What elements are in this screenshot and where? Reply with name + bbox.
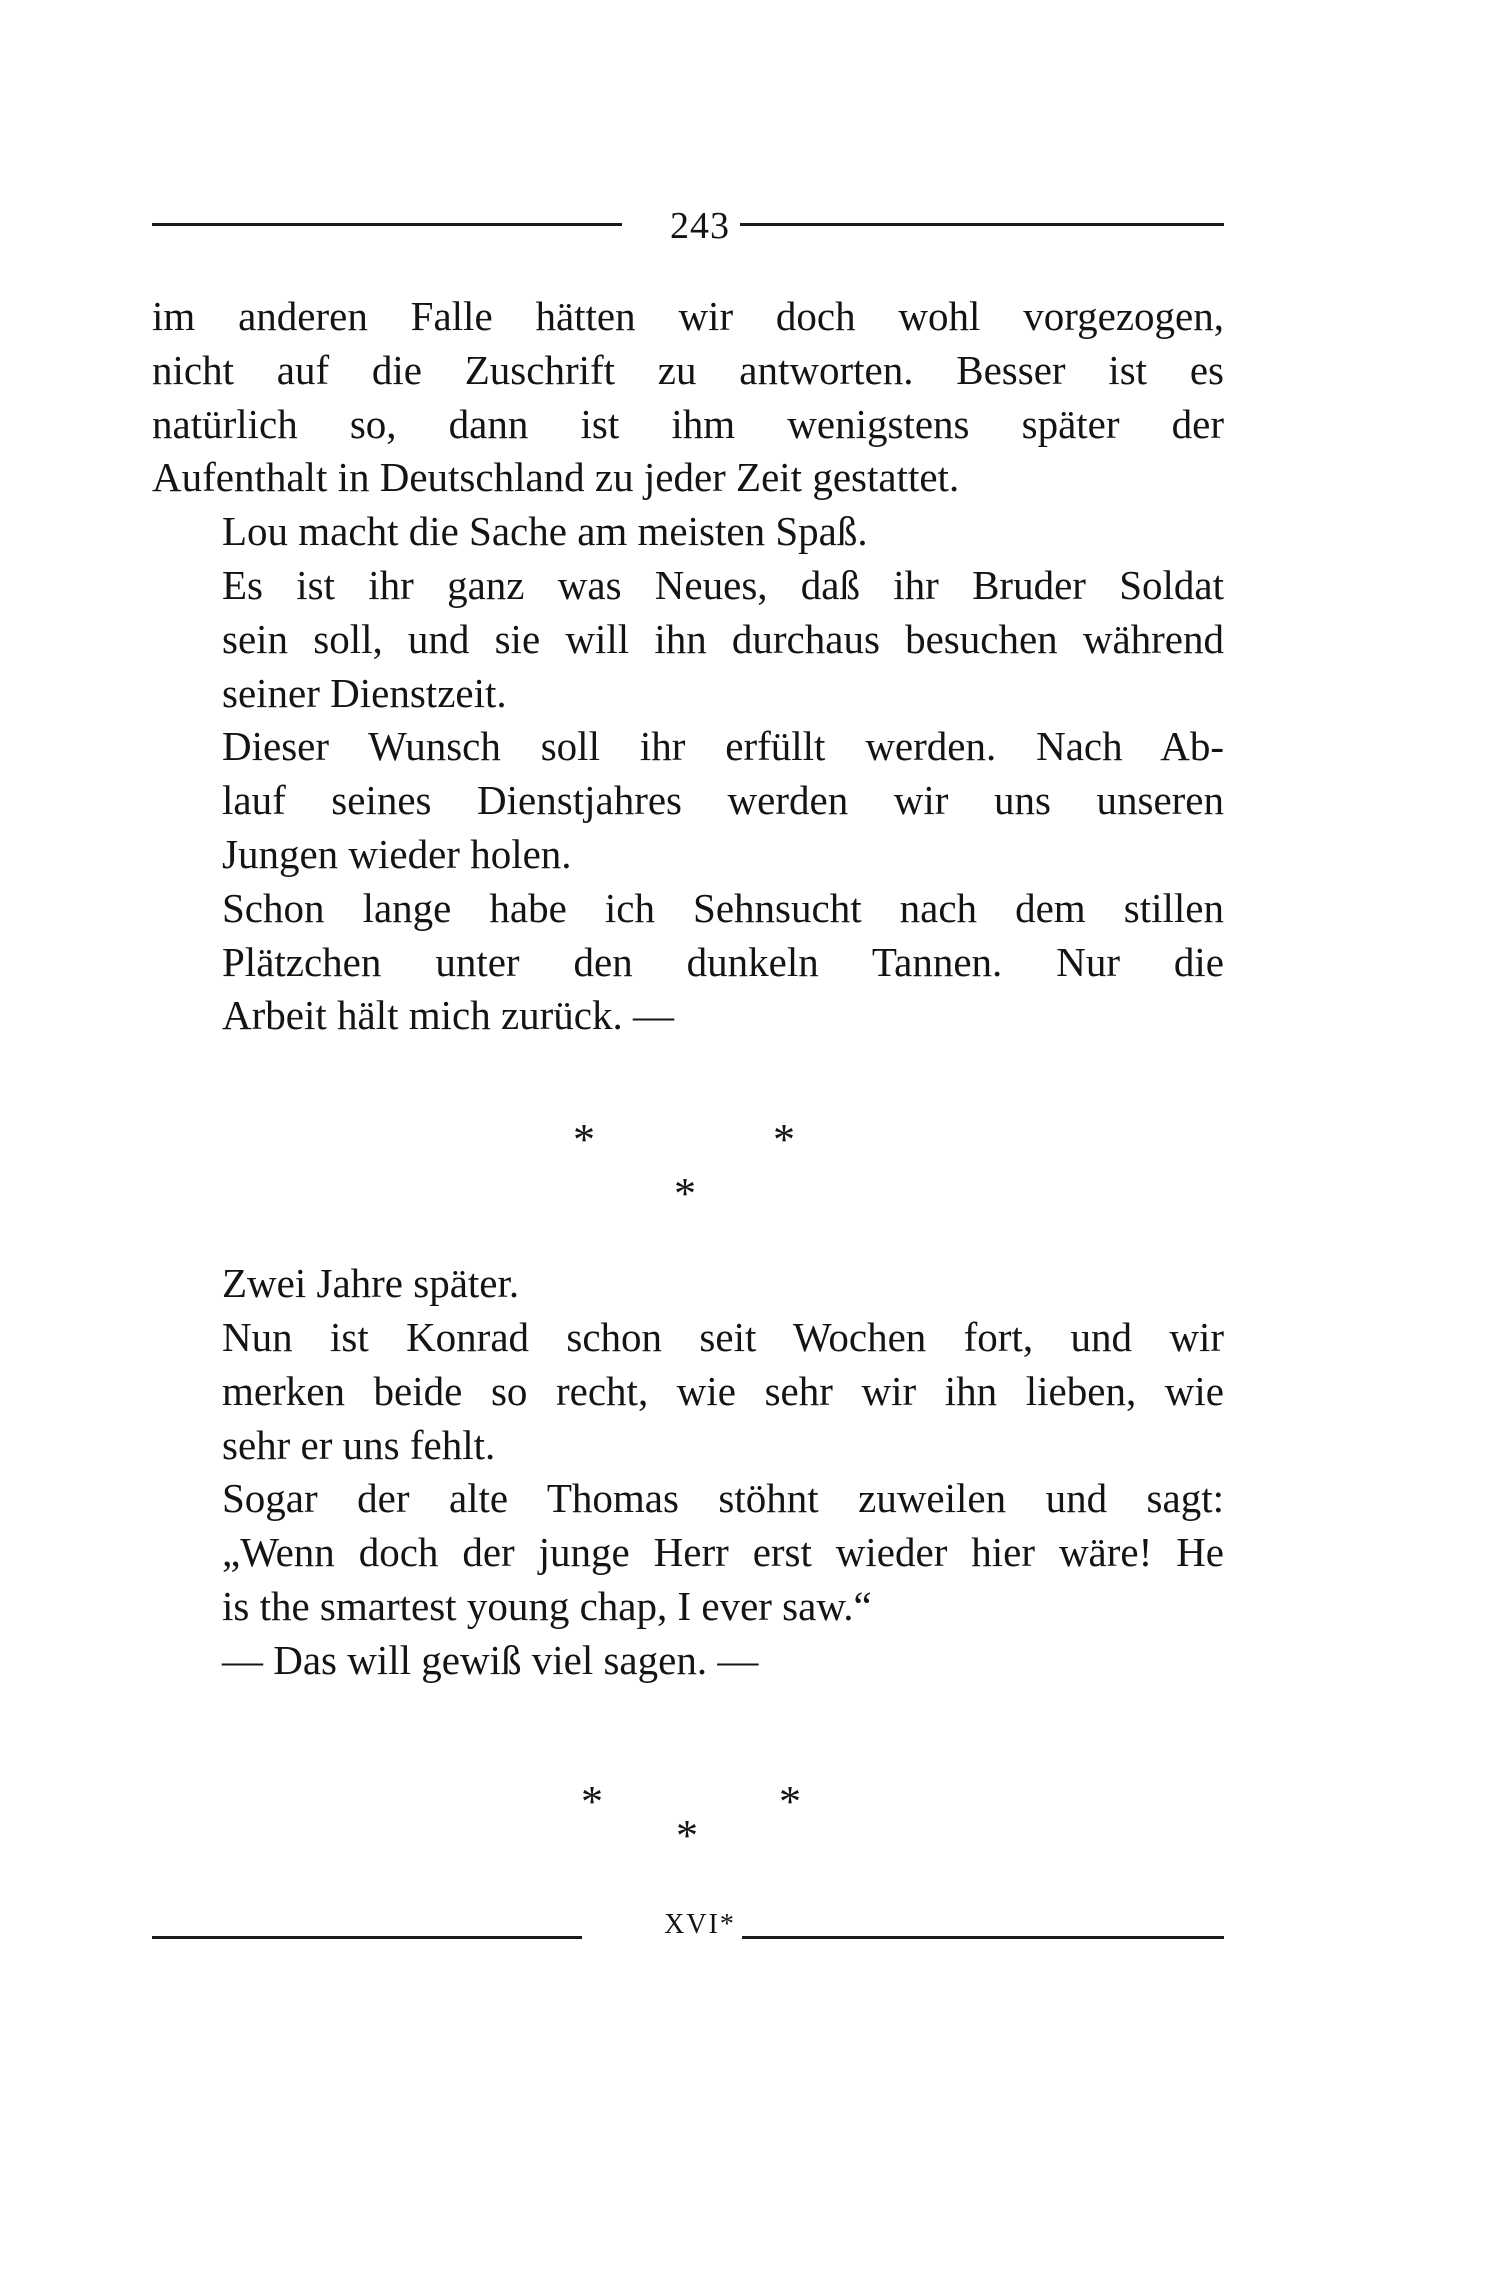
body-text xyxy=(152,290,1224,1688)
paragraph xyxy=(152,559,1224,720)
paragraph xyxy=(152,882,1224,1043)
paragraph xyxy=(152,720,1224,881)
footer-rule-left xyxy=(152,1936,582,1939)
text-line: Es ist ihr ganz was Neues, daß ihr Bruder Soldat xyxy=(222,561,1224,608)
text-line: Zwei Jahre später. xyxy=(222,1260,520,1307)
text-line: Jungen wieder holen. xyxy=(222,830,572,877)
text-line: Lou macht die Sache am meisten Spaß. xyxy=(222,508,868,555)
text-line: Plätzchen unter den dunkeln Tannen. Nur die xyxy=(222,938,1224,985)
text-line: sehr er uns fehlt. xyxy=(222,1421,496,1468)
paragraph xyxy=(152,1257,1224,1311)
section-break-spacer xyxy=(152,1043,1224,1257)
asterism-1-center: * xyxy=(674,1169,696,1218)
asterism-1-left: * xyxy=(573,1115,595,1164)
asterism-2-center: * xyxy=(676,1811,698,1860)
footer-rule-right xyxy=(742,1936,1224,1939)
text-line: nicht auf die Zuschrift zu antworten. Besser ist es xyxy=(152,346,1224,393)
asterism-1-right: * xyxy=(773,1115,795,1164)
text-line: — Das will gewiß viel sagen. — xyxy=(222,1636,759,1683)
asterism-2-right: * xyxy=(779,1777,801,1826)
paragraph xyxy=(152,1634,1224,1688)
signature-mark: XVI* xyxy=(664,1909,736,1940)
paragraph xyxy=(152,505,1224,559)
text-line: seiner Dienstzeit. xyxy=(222,669,507,716)
text-line: Nun ist Konrad schon seit Wochen fort, und wir xyxy=(222,1313,1224,1360)
text-line: im anderen Falle hätten wir doch wohl vorgezogen, xyxy=(152,293,1224,339)
header-rule-right xyxy=(740,223,1224,226)
section-two xyxy=(152,1257,1224,1687)
header-rule-left xyxy=(152,223,622,226)
text-line: „Wenn doch der junge Herr erst wieder hier wäre! He xyxy=(222,1529,1224,1576)
text-line: Schon lange habe ich Sehnsucht nach dem stillen xyxy=(222,884,1224,931)
paragraph xyxy=(152,1472,1224,1633)
text-line: Sogar der alte Thomas stöhnt zuweilen und sagt: xyxy=(222,1475,1224,1522)
text-line: Arbeit hält mich zurück. — xyxy=(222,992,675,1039)
text-line: is the smartest young chap, I ever saw.“ xyxy=(222,1582,872,1629)
text-line: Dieser Wunsch soll ihr erfüllt werden. Nach Ab- xyxy=(222,723,1224,770)
text-line: lauf seines Dienstjahres werden wir uns unseren xyxy=(222,777,1224,824)
page-number: 243 xyxy=(670,205,730,247)
paragraph xyxy=(152,1311,1224,1472)
text-line: Aufenthalt in Deutschland zu jeder Zeit gestattet. xyxy=(152,454,960,501)
paragraph xyxy=(152,290,1224,505)
asterism-2-left: * xyxy=(581,1777,603,1826)
section-one xyxy=(152,290,1224,1043)
text-line: sein soll, und sie will ihn durchaus besuchen während xyxy=(222,615,1224,662)
text-line: natürlich so, dann ist ihm wenigstens später der xyxy=(152,400,1224,447)
text-line: merken beide so recht, wie sehr wir ihn lieben, wie xyxy=(222,1367,1224,1414)
